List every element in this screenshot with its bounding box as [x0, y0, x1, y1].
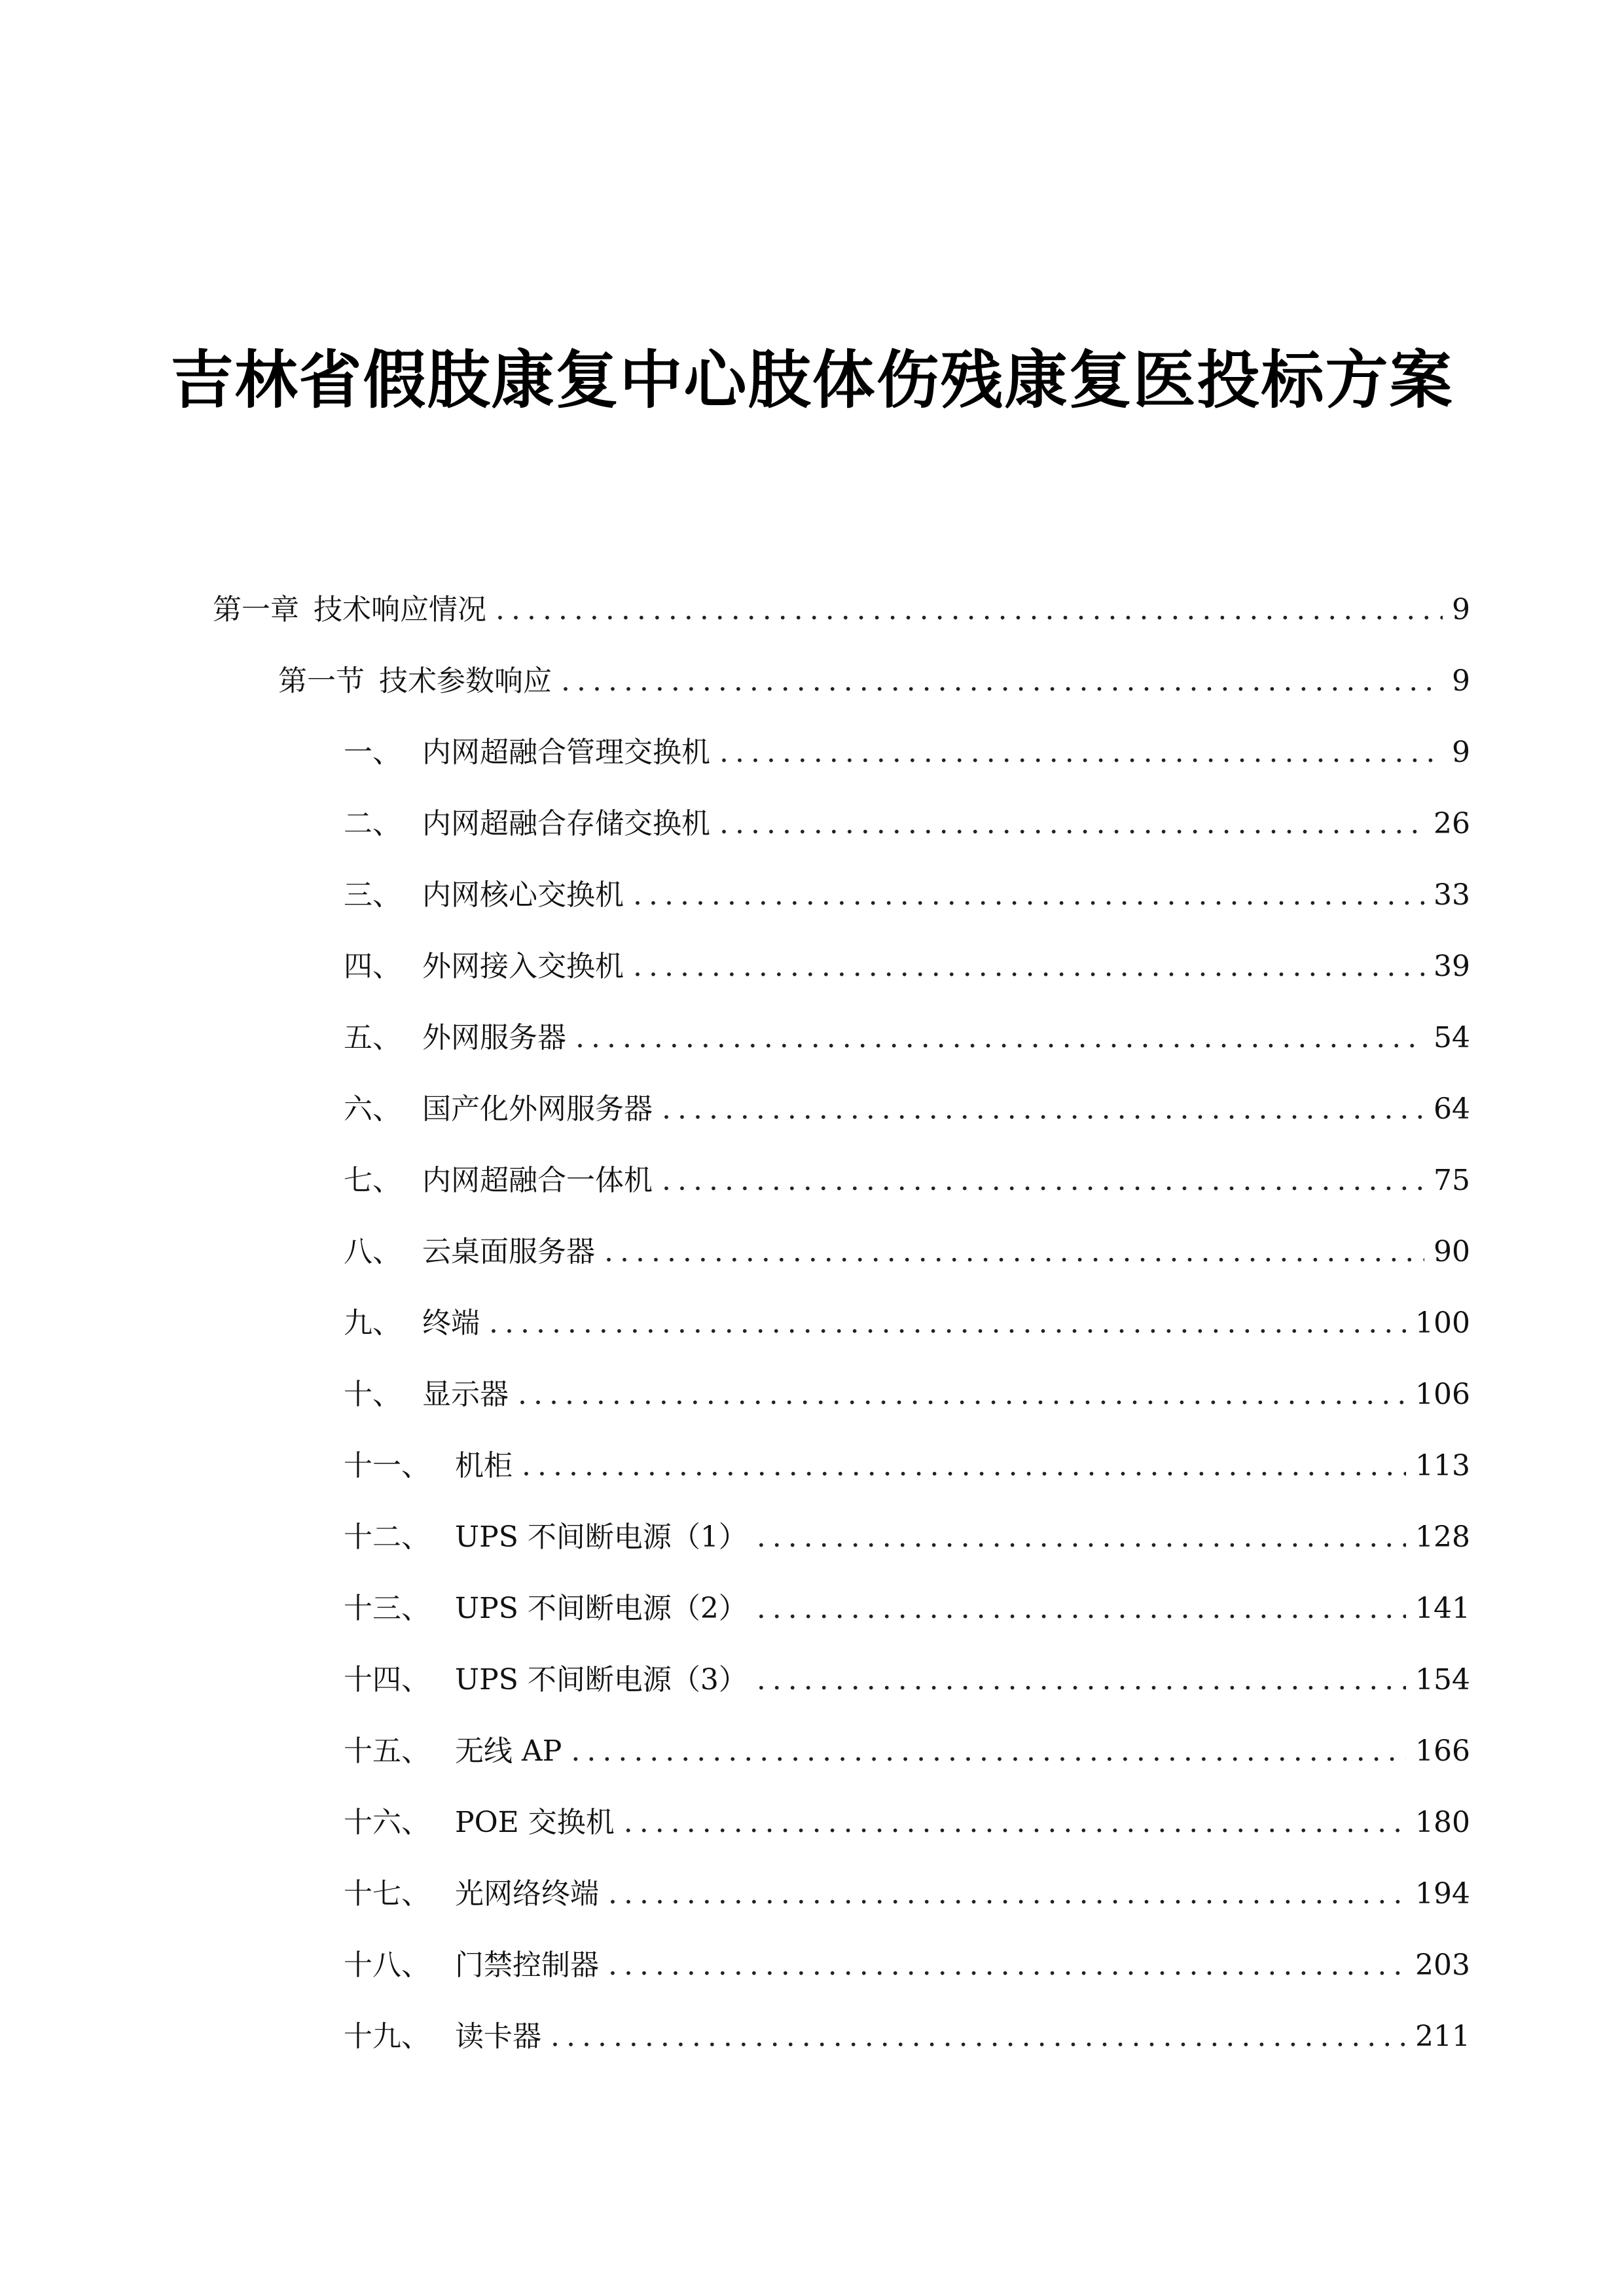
toc-entry-number: 十四、: [344, 1663, 430, 1696]
toc-entry-page: 180: [1415, 1806, 1470, 1839]
toc-entry-page: 203: [1415, 1948, 1470, 1982]
toc-entry-number: 七、: [344, 1164, 401, 1197]
toc-leader-dots: [518, 1378, 1406, 1411]
toc-item-6[interactable]: [344, 1085, 1470, 1131]
toc-item-5[interactable]: [344, 1014, 1470, 1060]
toc-entry-page: 106: [1415, 1378, 1470, 1411]
toc-entry-label: 外网接入交换机: [422, 950, 624, 983]
toc-entry-number: 十一、: [344, 1449, 430, 1482]
toc-entry-label: UPS 不间断电源（3）: [455, 1663, 748, 1696]
toc-item-3[interactable]: [344, 871, 1470, 917]
toc-entry-number: 九、: [344, 1306, 401, 1340]
toc-entry-label: 云桌面服务器: [422, 1235, 595, 1268]
toc-entry-label: 读卡器: [455, 2020, 541, 2053]
toc-entry-number: 十六、: [344, 1806, 430, 1839]
toc-entry-label: 技术响应情况: [314, 593, 486, 626]
toc-item-11[interactable]: [344, 1442, 1470, 1488]
toc-leader-dots: [608, 1948, 1406, 1982]
toc-item-2[interactable]: [344, 800, 1470, 846]
toc-item-1[interactable]: [344, 728, 1470, 774]
toc-leader-dots: [604, 1235, 1424, 1268]
toc-entry-number: 十九、: [344, 2020, 430, 2053]
toc-entry-number: 一、: [344, 736, 401, 769]
toc-entry-label: 外网服务器: [422, 1021, 566, 1054]
toc-entry-page: 194: [1415, 1877, 1470, 1910]
toc-entry-page: 154: [1415, 1663, 1470, 1696]
toc-item-8[interactable]: [344, 1228, 1470, 1274]
toc-entry-label: 内网核心交换机: [422, 878, 624, 912]
toc-entry-number: 第一章: [213, 593, 299, 626]
toc-leader-dots: [662, 1164, 1424, 1197]
toc-entry-number: 十、: [344, 1378, 401, 1411]
toc-entry-label: 无线 AP: [455, 1734, 562, 1768]
toc-leader-dots: [522, 1449, 1406, 1482]
toc-leader-dots: [719, 736, 1443, 769]
toc-entry-label: 技术参数响应: [379, 664, 552, 698]
toc-leader-dots: [719, 807, 1424, 840]
toc-entry-number: 第一节: [278, 664, 365, 698]
toc-entry-label: 内网超融合存储交换机: [422, 807, 710, 840]
toc-entry-page: 141: [1415, 1592, 1470, 1625]
toc-entry-number: 十三、: [344, 1592, 430, 1625]
toc-entry-label: 显示器: [422, 1378, 509, 1411]
toc-item-16[interactable]: [344, 1799, 1470, 1844]
toc-leader-dots: [561, 664, 1443, 698]
toc-entry-number: 五、: [344, 1021, 401, 1054]
toc-leader-dots: [662, 1092, 1424, 1126]
toc-entry-label: 门禁控制器: [455, 1948, 599, 1982]
toc-entry-page: 33: [1434, 878, 1470, 912]
toc-entry-page: 64: [1434, 1092, 1470, 1126]
toc-leader-dots: [489, 1306, 1406, 1340]
toc-leader-dots: [496, 593, 1443, 626]
toc-entry-page: 54: [1434, 1021, 1470, 1054]
toc-item-17[interactable]: [344, 1870, 1470, 1916]
document-title: 吉林省假肢康复中心肢体伤残康复医投标方案: [170, 344, 1454, 417]
toc-entry-number: 十七、: [344, 1877, 430, 1910]
toc-section-1[interactable]: [278, 657, 1470, 703]
toc-chapter-1[interactable]: [213, 586, 1470, 632]
toc-leader-dots: [633, 950, 1424, 983]
toc-entry-number: 十五、: [344, 1734, 430, 1768]
toc-entry-page: 100: [1415, 1306, 1470, 1340]
toc-leader-dots: [550, 2020, 1406, 2053]
toc-item-19[interactable]: [344, 2013, 1470, 2058]
toc-entry-page: 113: [1415, 1449, 1470, 1482]
toc-entry-label: 机柜: [455, 1449, 513, 1482]
toc-entry-label: 终端: [422, 1306, 480, 1340]
toc-item-4[interactable]: [344, 942, 1470, 988]
toc-entry-label: UPS 不间断电源（2）: [455, 1592, 748, 1625]
toc-entry-label: 国产化外网服务器: [422, 1092, 653, 1126]
toc-entry-label: POE 交换机: [455, 1806, 615, 1839]
toc-leader-dots: [575, 1021, 1424, 1054]
toc-item-15[interactable]: [344, 1727, 1470, 1773]
toc-leader-dots: [624, 1806, 1406, 1839]
toc-entry-page: 9: [1452, 736, 1470, 769]
toc-item-18[interactable]: [344, 1941, 1470, 1987]
toc-entry-label: 内网超融合一体机: [422, 1164, 653, 1197]
toc-item-10[interactable]: [344, 1371, 1470, 1416]
toc-entry-label: UPS 不间断电源（1）: [455, 1520, 748, 1554]
toc-entry-number: 二、: [344, 807, 401, 840]
toc-entry-number: 六、: [344, 1092, 401, 1126]
toc-entry-page: 90: [1434, 1235, 1470, 1268]
toc-entry-label: 光网络终端: [455, 1877, 599, 1910]
toc-entry-page: 9: [1452, 664, 1470, 698]
toc-leader-dots: [608, 1877, 1406, 1910]
toc-leader-dots: [757, 1520, 1406, 1554]
toc-entry-number: 八、: [344, 1235, 401, 1268]
toc-item-14[interactable]: [344, 1656, 1470, 1702]
toc-entry-page: 128: [1415, 1520, 1470, 1554]
toc-entry-page: 9: [1452, 593, 1470, 626]
toc-entry-number: 十二、: [344, 1520, 430, 1554]
toc-entry-number: 十八、: [344, 1948, 430, 1982]
toc-leader-dots: [571, 1734, 1406, 1768]
toc-leader-dots: [633, 878, 1424, 912]
toc-leader-dots: [757, 1663, 1406, 1696]
toc-item-7[interactable]: [344, 1157, 1470, 1202]
toc-entry-page: 26: [1434, 807, 1470, 840]
toc-entry-label: 内网超融合管理交换机: [422, 736, 710, 769]
toc-item-13[interactable]: [344, 1585, 1470, 1630]
toc-entry-page: 75: [1434, 1164, 1470, 1197]
toc-leader-dots: [757, 1592, 1406, 1625]
toc-entry-number: 四、: [344, 950, 401, 983]
toc-item-12[interactable]: [344, 1513, 1470, 1559]
toc-entry-number: 三、: [344, 878, 401, 912]
toc-entry-page: 211: [1415, 2020, 1470, 2053]
toc-entry-page: 39: [1434, 950, 1470, 983]
toc-item-9[interactable]: [344, 1299, 1470, 1345]
toc-entry-page: 166: [1415, 1734, 1470, 1768]
